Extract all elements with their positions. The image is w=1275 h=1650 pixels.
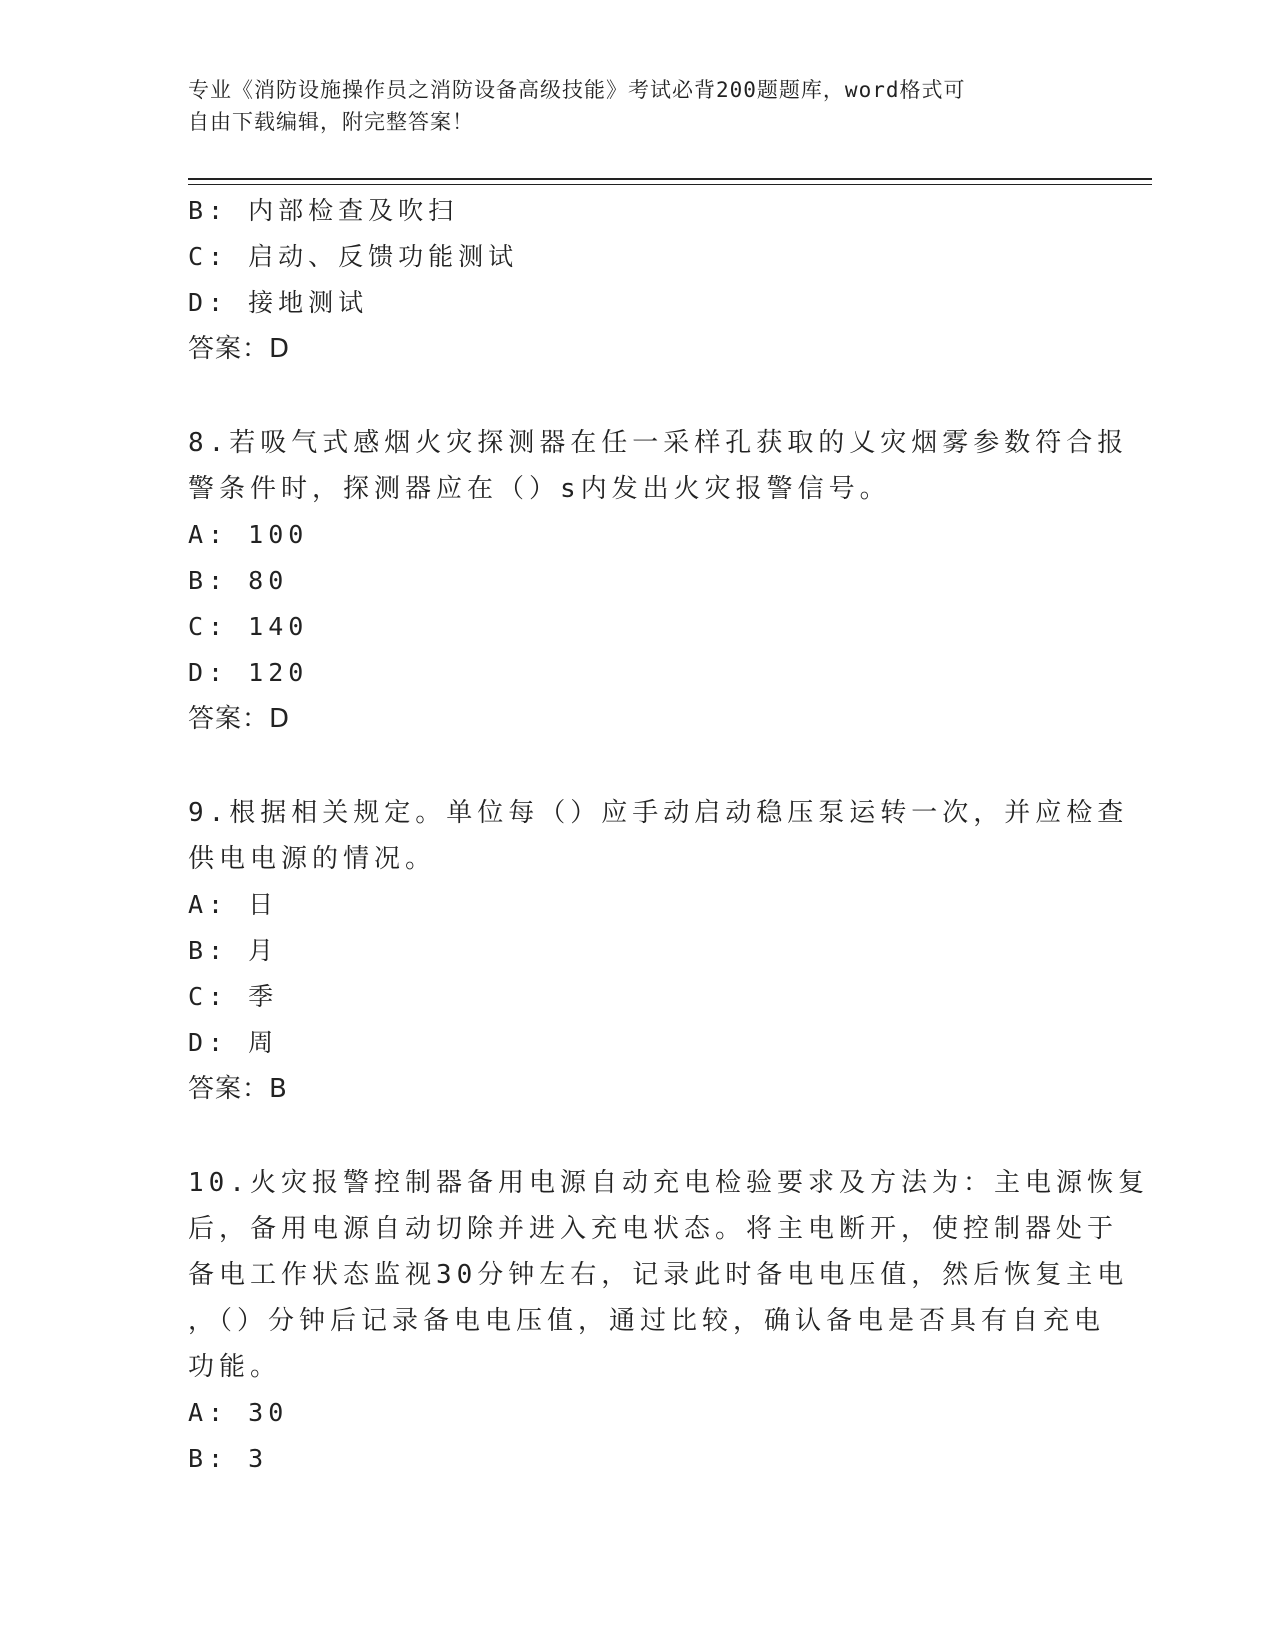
header-line-2: 自由下载编辑，附完整答案！ — [188, 110, 474, 134]
question-stem-line: 供电电源的情况。 — [188, 844, 437, 874]
spacer — [188, 742, 1088, 790]
option-a: A: 30 — [188, 1398, 289, 1427]
document-header — [188, 74, 1078, 138]
question-stem-line: 警条件时，探测器应在（）s内发出火灾报警信号。 — [188, 474, 891, 504]
option-c: C: 140 — [188, 612, 309, 641]
spacer — [188, 1112, 1088, 1160]
question-7-tail — [188, 188, 1088, 372]
option-b: B: 3 — [188, 1444, 269, 1473]
option-c: C: 启动、反馈功能测试 — [188, 242, 519, 271]
question-stem-line: 8.若吸气式感烟火灾探测器在任一采样孔获取的乂灾烟雾参数符合报 — [188, 428, 1129, 458]
option-d: D: 周 — [188, 1028, 279, 1057]
option-a: A: 日 — [188, 890, 279, 919]
question-8 — [188, 420, 1129, 742]
question-10 — [188, 1160, 1149, 1482]
option-b: B: 月 — [188, 936, 279, 965]
option-c: C: 季 — [188, 982, 279, 1011]
question-stem-line: 10.火灾报警控制器备用电源自动充电检验要求及方法为：主电源恢复 — [188, 1168, 1149, 1198]
option-d: D: 120 — [188, 658, 309, 687]
question-stem-line: 9.根据相关规定。单位每（）应手动启动稳压泵运转一次，并应检查 — [188, 798, 1129, 828]
question-list — [188, 188, 1149, 1482]
option-d: D: 接地测试 — [188, 288, 369, 317]
question-stem-line: 功能。 — [188, 1352, 282, 1382]
question-9 — [188, 790, 1129, 1112]
header-divider — [188, 178, 1152, 180]
option-a: A: 100 — [188, 520, 309, 549]
spacer — [188, 372, 1088, 420]
option-b: B: 内部检查及吹扫 — [188, 196, 459, 225]
option-b: B: 80 — [188, 566, 289, 595]
header-line-1: 专业《消防设施操作员之消防设备高级技能》考试必背200题题库，word格式可 — [188, 78, 966, 102]
question-stem-line: ，（）分钟后记录备电电压值，通过比较，确认备电是否具有自充电 — [188, 1306, 1106, 1336]
answer-line: 答案：D — [188, 334, 291, 364]
answer-line: 答案：B — [188, 1074, 288, 1104]
header-divider-thin — [188, 184, 1152, 185]
question-stem-line: 备电工作状态监视30分钟左右，记录此时备电电压值，然后恢复主电 — [188, 1260, 1129, 1290]
answer-line: 答案：D — [188, 704, 291, 734]
question-stem-line: 后，备用电源自动切除并进入充电状态。将主电断开，使控制器处于 — [188, 1214, 1119, 1244]
